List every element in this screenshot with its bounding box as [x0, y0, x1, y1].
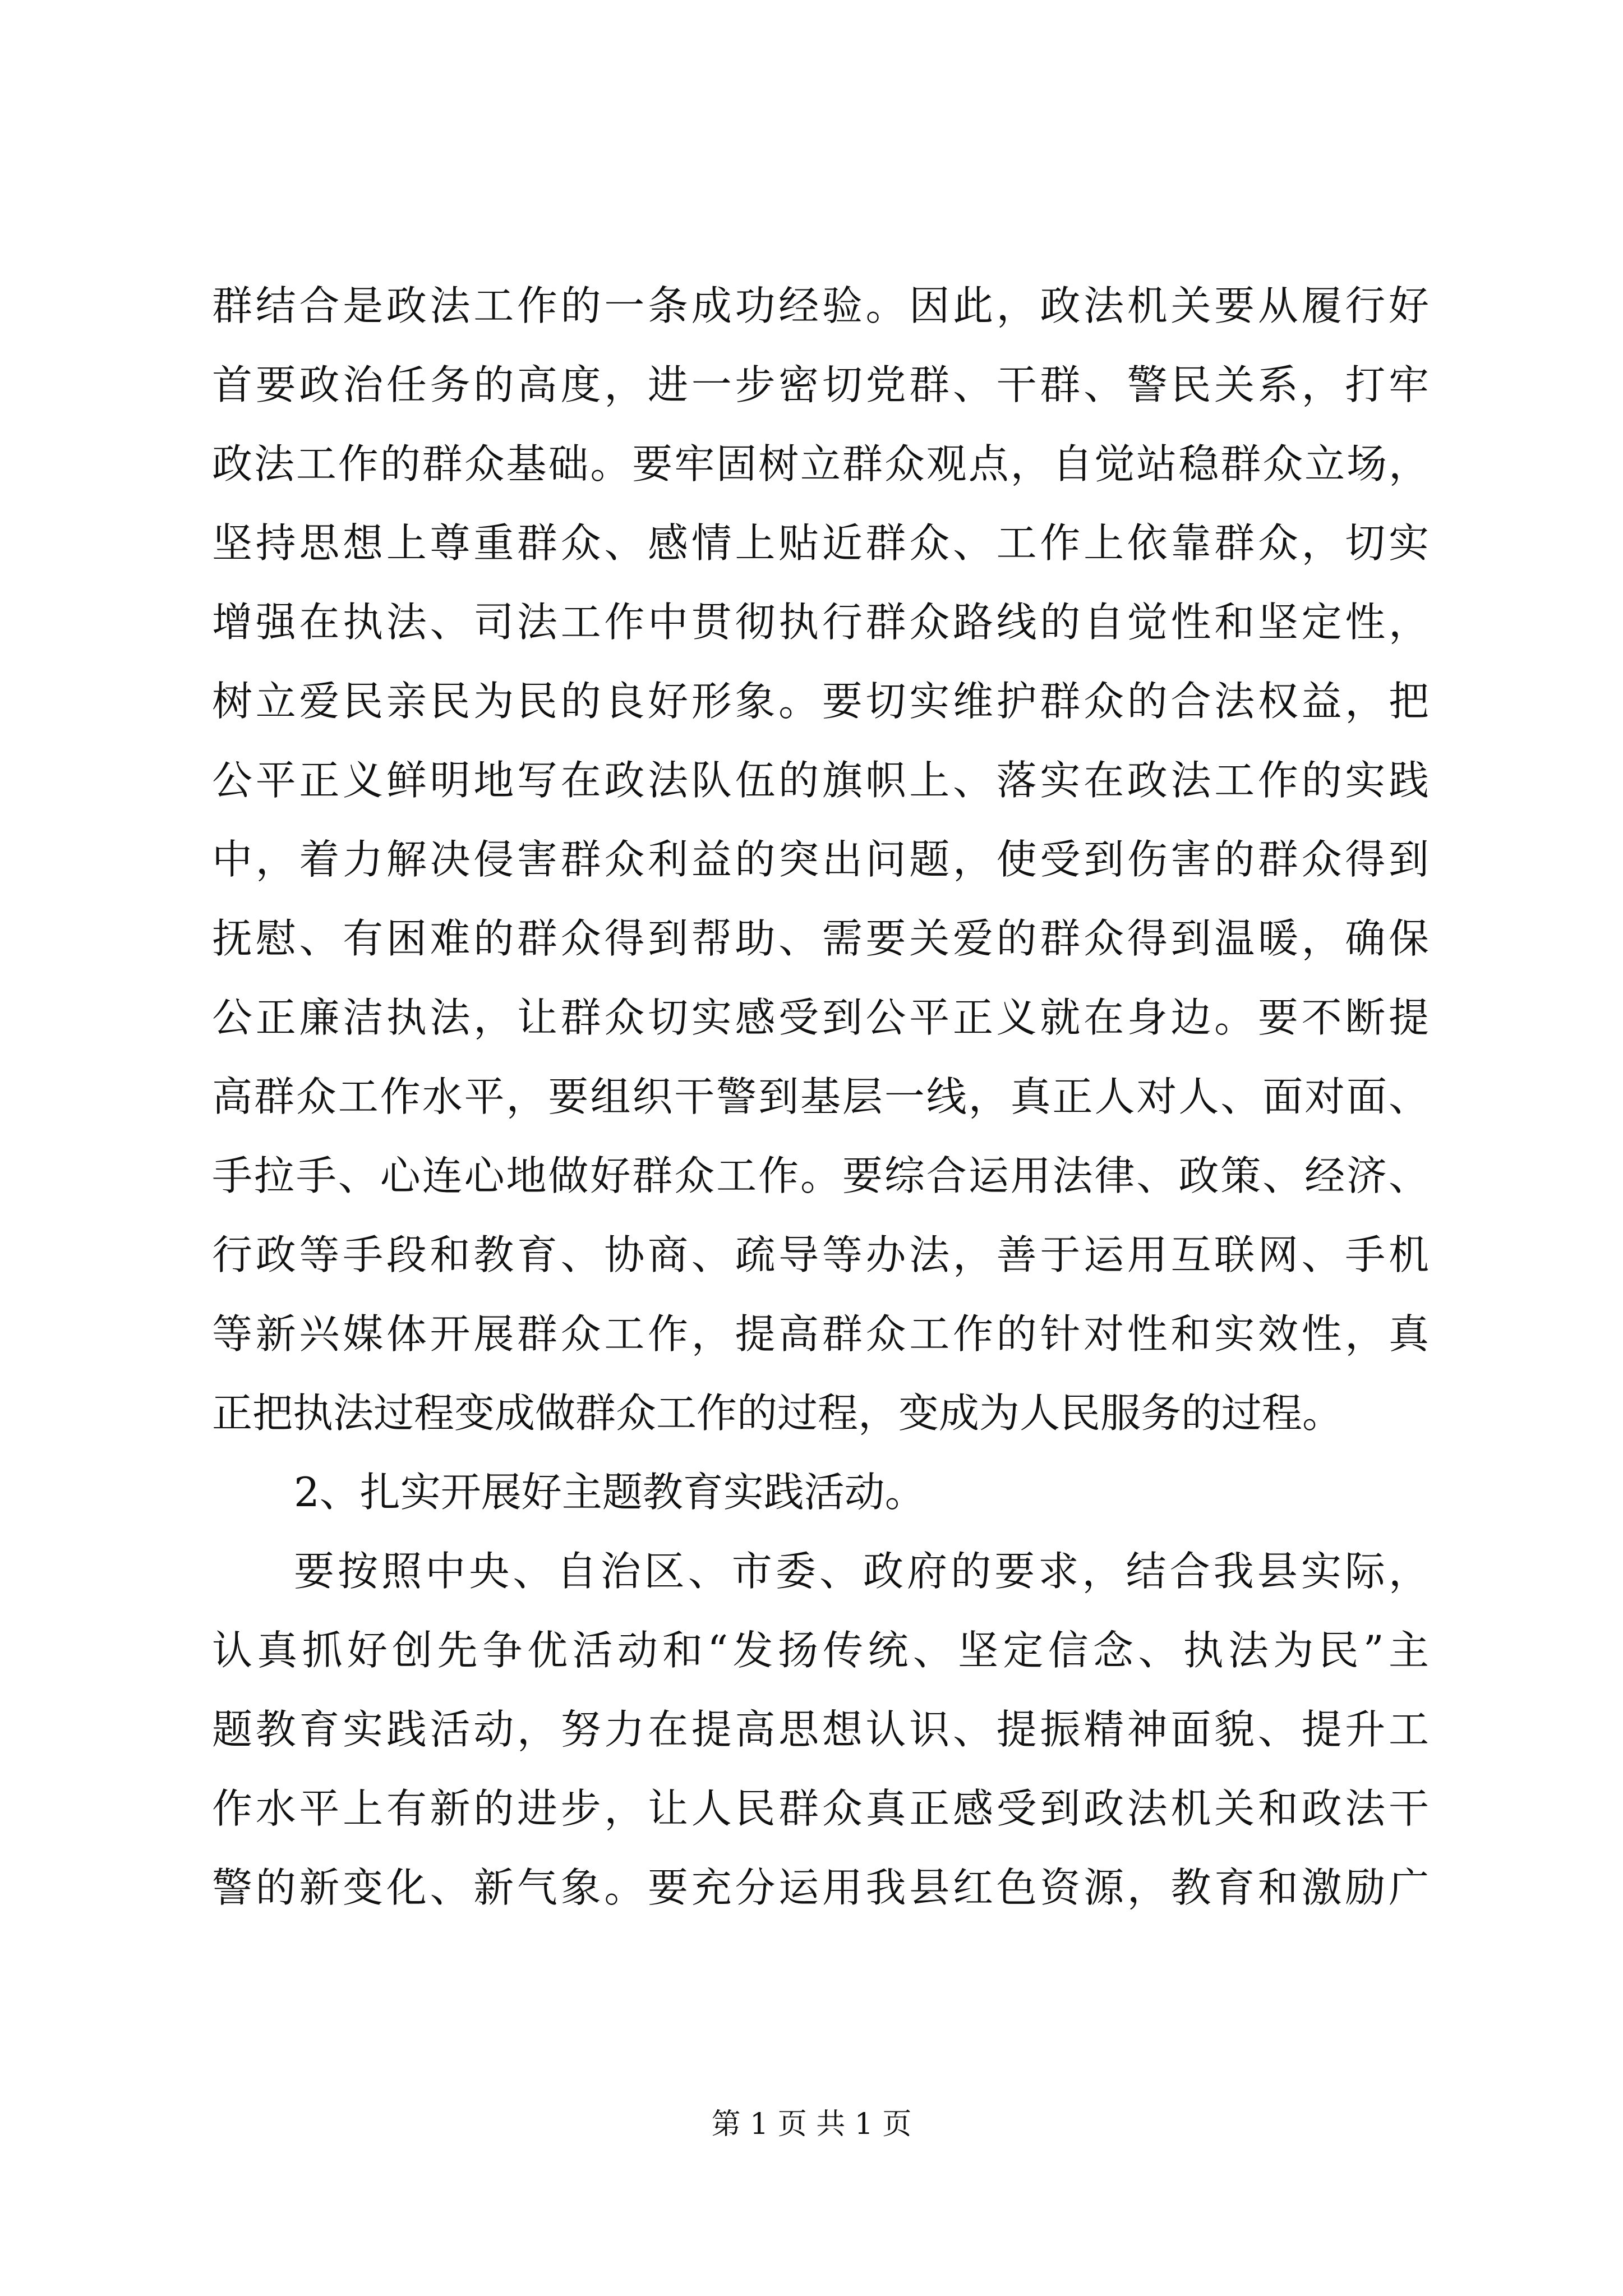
page-number-label: 第 1 页 共 1 页 — [711, 2108, 912, 2141]
paragraph-line: 手拉手、心连心地做好群众工作。要综合运用法律、政策、经济、 — [212, 1152, 1429, 1199]
paragraph-line: 政法工作的群众基础。要牢固树立群众观点，自觉站稳群众立场， — [212, 440, 1429, 487]
paragraph-line: 警的新变化、新气象。要充分运用我县红色资源，教育和激励广 — [212, 1864, 1429, 1911]
paragraph-line: 树立爱民亲民为民的良好形象。要切实维护群众的合法权益，把 — [212, 678, 1429, 725]
paragraph-line: 题教育实践活动，努力在提高思想认识、提振精神面貌、提升工 — [212, 1706, 1429, 1753]
paragraph-line: 要按照中央、自治区、市委、政府的要求，结合我县实际， — [294, 1548, 1429, 1595]
paragraph-line: 抚慰、有困难的群众得到帮助、需要关爱的群众得到温暖，确保 — [212, 915, 1429, 962]
paragraph-line: 公平正义鲜明地写在政法队伍的旗帜上、落实在政法工作的实践 — [212, 757, 1429, 804]
paragraph-line: 群结合是政法工作的一条成功经验。因此，政法机关要从履行好 — [212, 282, 1429, 329]
paragraph-line: 认真抓好创先争优活动和“发扬传统、坚定信念、执法为民”主 — [212, 1627, 1429, 1674]
paragraph-line: 正把执法过程变成做群众工作的过程，变成为人民服务的过程。 — [212, 1389, 1343, 1437]
document-body — [212, 266, 1429, 1927]
paragraph-line: 首要政治任务的高度，进一步密切党群、干群、警民关系，打牢 — [212, 361, 1429, 408]
paragraph-line: 作水平上有新的进步，让人民群众真正感受到政法机关和政法干 — [212, 1785, 1429, 1832]
paragraph-line: 中，着力解决侵害群众利益的突出问题，使受到伤害的群众得到 — [212, 836, 1429, 883]
paragraph-line: 高群众工作水平，要组织干警到基层一线，真正人对人、面对面、 — [212, 1073, 1429, 1120]
paragraph-line: 行政等手段和教育、协商、疏导等办法，善于运用互联网、手机 — [212, 1231, 1429, 1278]
paragraph-line: 公正廉洁执法，让群众切实感受到公平正义就在身边。要不断提 — [212, 994, 1429, 1041]
section-heading: 2、扎实开展好主题教育实践活动。 — [294, 1469, 925, 1516]
paragraph-line: 增强在执法、司法工作中贯彻执行群众路线的自觉性和坚定性， — [212, 599, 1429, 646]
paragraph-line: 坚持思想上尊重群众、感情上贴近群众、工作上依靠群众，切实 — [212, 519, 1429, 567]
page-footer — [0, 2105, 1623, 2144]
paragraph-line: 等新兴媒体开展群众工作，提高群众工作的针对性和实效性，真 — [212, 1310, 1429, 1358]
